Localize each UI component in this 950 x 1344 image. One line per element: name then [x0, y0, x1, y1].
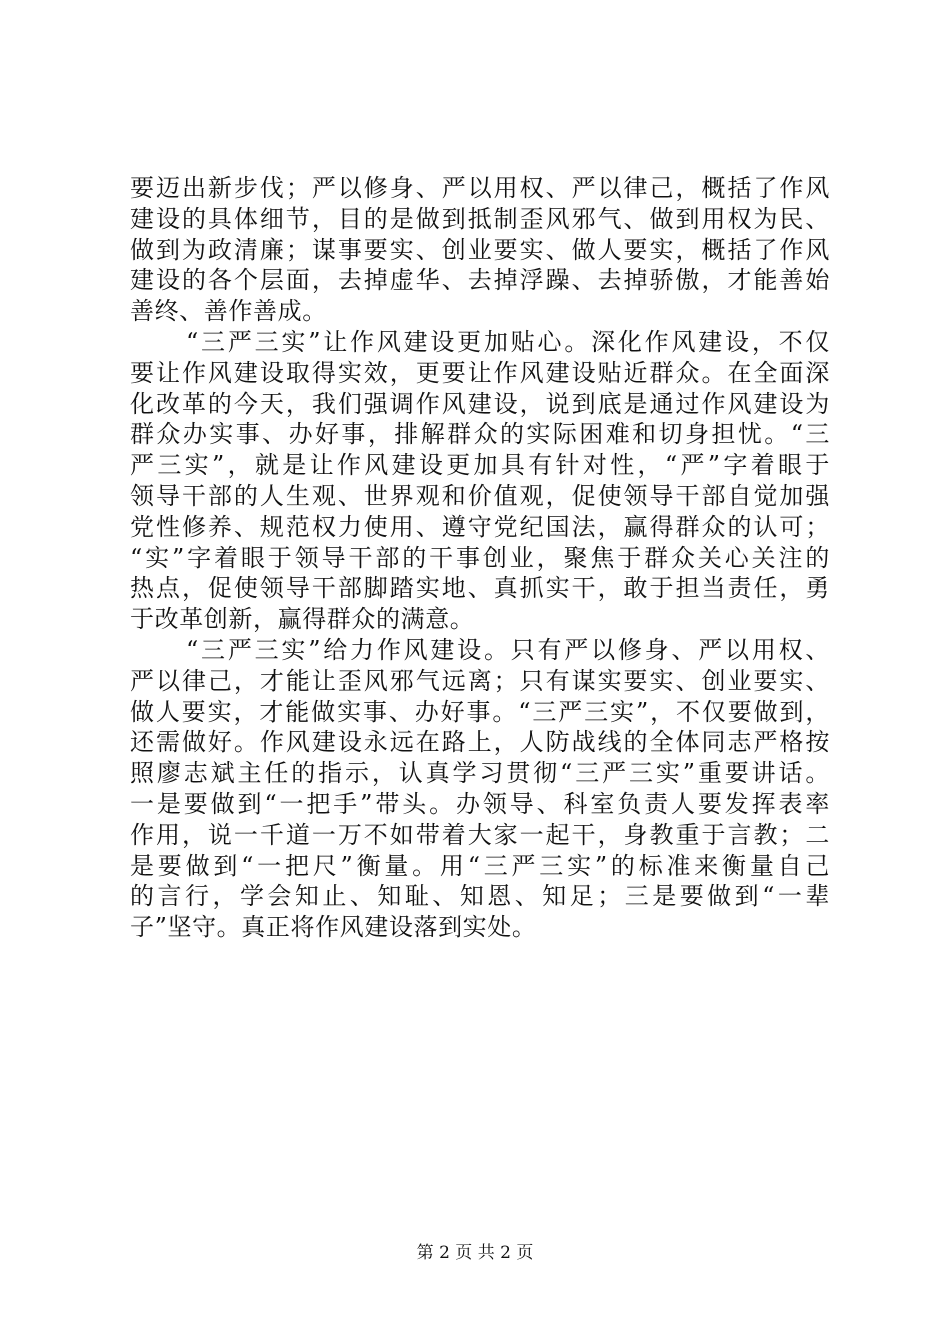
- text-line: 作用，说一千道一万不如带着大家一起干，身教重于言教；二: [130, 820, 830, 849]
- text-line: 子”坚守。真正将作风建设落到实处。: [130, 913, 537, 942]
- text-line: 做人要实，才能做实事、办好事。“三严三实”，不仅要做到，: [130, 697, 830, 726]
- text-line: 领导干部的人生观、世界观和价值观，促使领导干部自觉加强: [130, 481, 830, 510]
- page-footer: [0, 1242, 950, 1264]
- body-text: [130, 173, 830, 943]
- page-number: 第 2 页 共 2 页: [416, 1243, 534, 1263]
- text-line: 要让作风建设取得实效，更要让作风建设贴近群众。在全面深: [130, 358, 830, 387]
- text-line: 建设的各个层面，去掉虚华、去掉浮躁、去掉骄傲，才能善始: [130, 266, 830, 295]
- text-line: 做到为政清廉；谋事要实、创业要实、做人要实，概括了作风: [130, 235, 830, 264]
- text-line: 热点，促使领导干部脚踏实地、真抓实干，敢于担当责任，勇: [130, 574, 830, 603]
- text-line: 于改革创新，赢得群众的满意。: [130, 605, 475, 634]
- text-line: 严三实”，就是让作风建设更加具有针对性，“严”字着眼于: [130, 451, 830, 480]
- paragraph-first-line: “三严三实”让作风建设更加贴心。深化作风建设，不仅: [186, 327, 830, 356]
- text-line: 建设的具体细节，目的是做到抵制歪风邪气、做到用权为民、: [130, 204, 830, 233]
- text-line: 要迈出新步伐；严以修身、严以用权、严以律己，概括了作风: [130, 174, 830, 202]
- text-line: 一是要做到“一把手”带头。办领导、科室负责人要发挥表率: [130, 789, 830, 818]
- text-line: 党性修养、规范权力使用、遵守党纪国法，赢得群众的认可；: [130, 512, 830, 541]
- text-line: 化改革的今天，我们强调作风建设，说到底是通过作风建设为: [130, 389, 830, 418]
- text-line: 群众办实事、办好事，排解群众的实际困难和切身担忧。“三: [130, 420, 830, 449]
- text-line: 善终、善作善成。: [130, 297, 327, 326]
- text-line: “实”字着眼于领导干部的干事创业，聚焦于群众关心关注的: [130, 543, 830, 572]
- paragraph-first-line: “三严三实”给力作风建设。只有严以修身、严以用权、: [186, 635, 830, 664]
- text-line: 还需做好。作风建设永远在路上，人防战线的全体同志严格按: [130, 728, 830, 757]
- text-line: 的言行，学会知止、知耻、知恩、知足；三是要做到“一辈: [130, 882, 830, 911]
- text-line: 是要做到“一把尺”衡量。用“三严三实”的标准来衡量自己: [130, 851, 830, 880]
- text-line: 严以律己，才能让歪风邪气远离；只有谋实要实、创业要实、: [130, 666, 830, 695]
- text-line: 照廖志斌主任的指示，认真学习贯彻“三严三实”重要讲话。: [130, 759, 830, 788]
